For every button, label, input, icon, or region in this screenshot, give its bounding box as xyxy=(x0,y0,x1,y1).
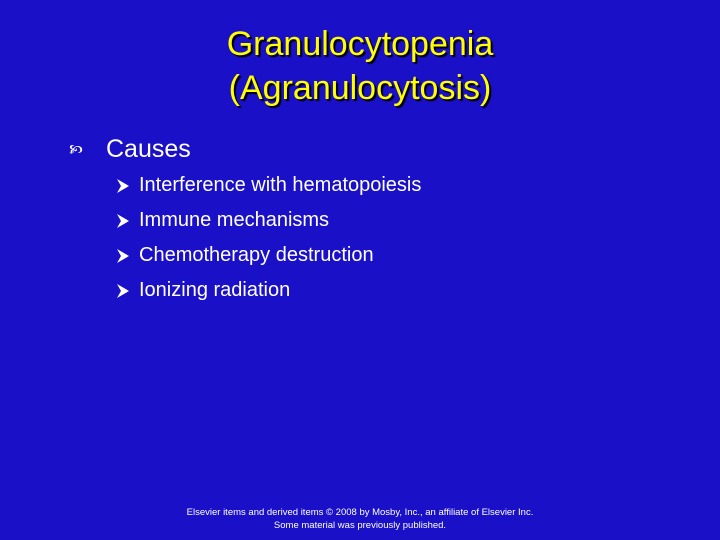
slide-title xyxy=(0,22,720,110)
sub-bullet-item xyxy=(116,168,421,203)
arrow-right-bullet-icon xyxy=(116,248,130,264)
copyright-line-1: Elsevier items and derived items © 2008 by Mosby, Inc., an affiliate of Elsevier Inc. xyxy=(186,507,534,518)
main-bullet xyxy=(66,132,191,166)
sub-bullet-label: Chemotherapy destruction xyxy=(139,244,374,266)
sub-bullet-item xyxy=(116,238,421,273)
arrow-right-bullet-icon xyxy=(116,178,130,194)
arrow-right-bullet-icon xyxy=(116,213,130,229)
slide-title-line-2: (Agranulocytosis) xyxy=(228,69,492,107)
slide-title-line-1: Granulocytopenia xyxy=(226,25,494,63)
arrow-right-bullet-icon xyxy=(116,283,130,299)
sub-bullet-label: Ionizing radiation xyxy=(139,279,291,301)
copyright-footer xyxy=(0,506,720,532)
sub-bullet-list xyxy=(116,168,421,308)
sub-bullet-label: Immune mechanisms xyxy=(139,209,330,231)
decorative-bullet-icon: 🙥 xyxy=(69,141,83,157)
main-bullet-label: Causes xyxy=(106,135,191,163)
sub-bullet-item xyxy=(116,203,421,238)
sub-bullet-label: Interference with hematopoiesis xyxy=(139,174,422,196)
copyright-line-2: Some material was previously published. xyxy=(273,520,447,531)
sub-bullet-item xyxy=(116,273,421,308)
